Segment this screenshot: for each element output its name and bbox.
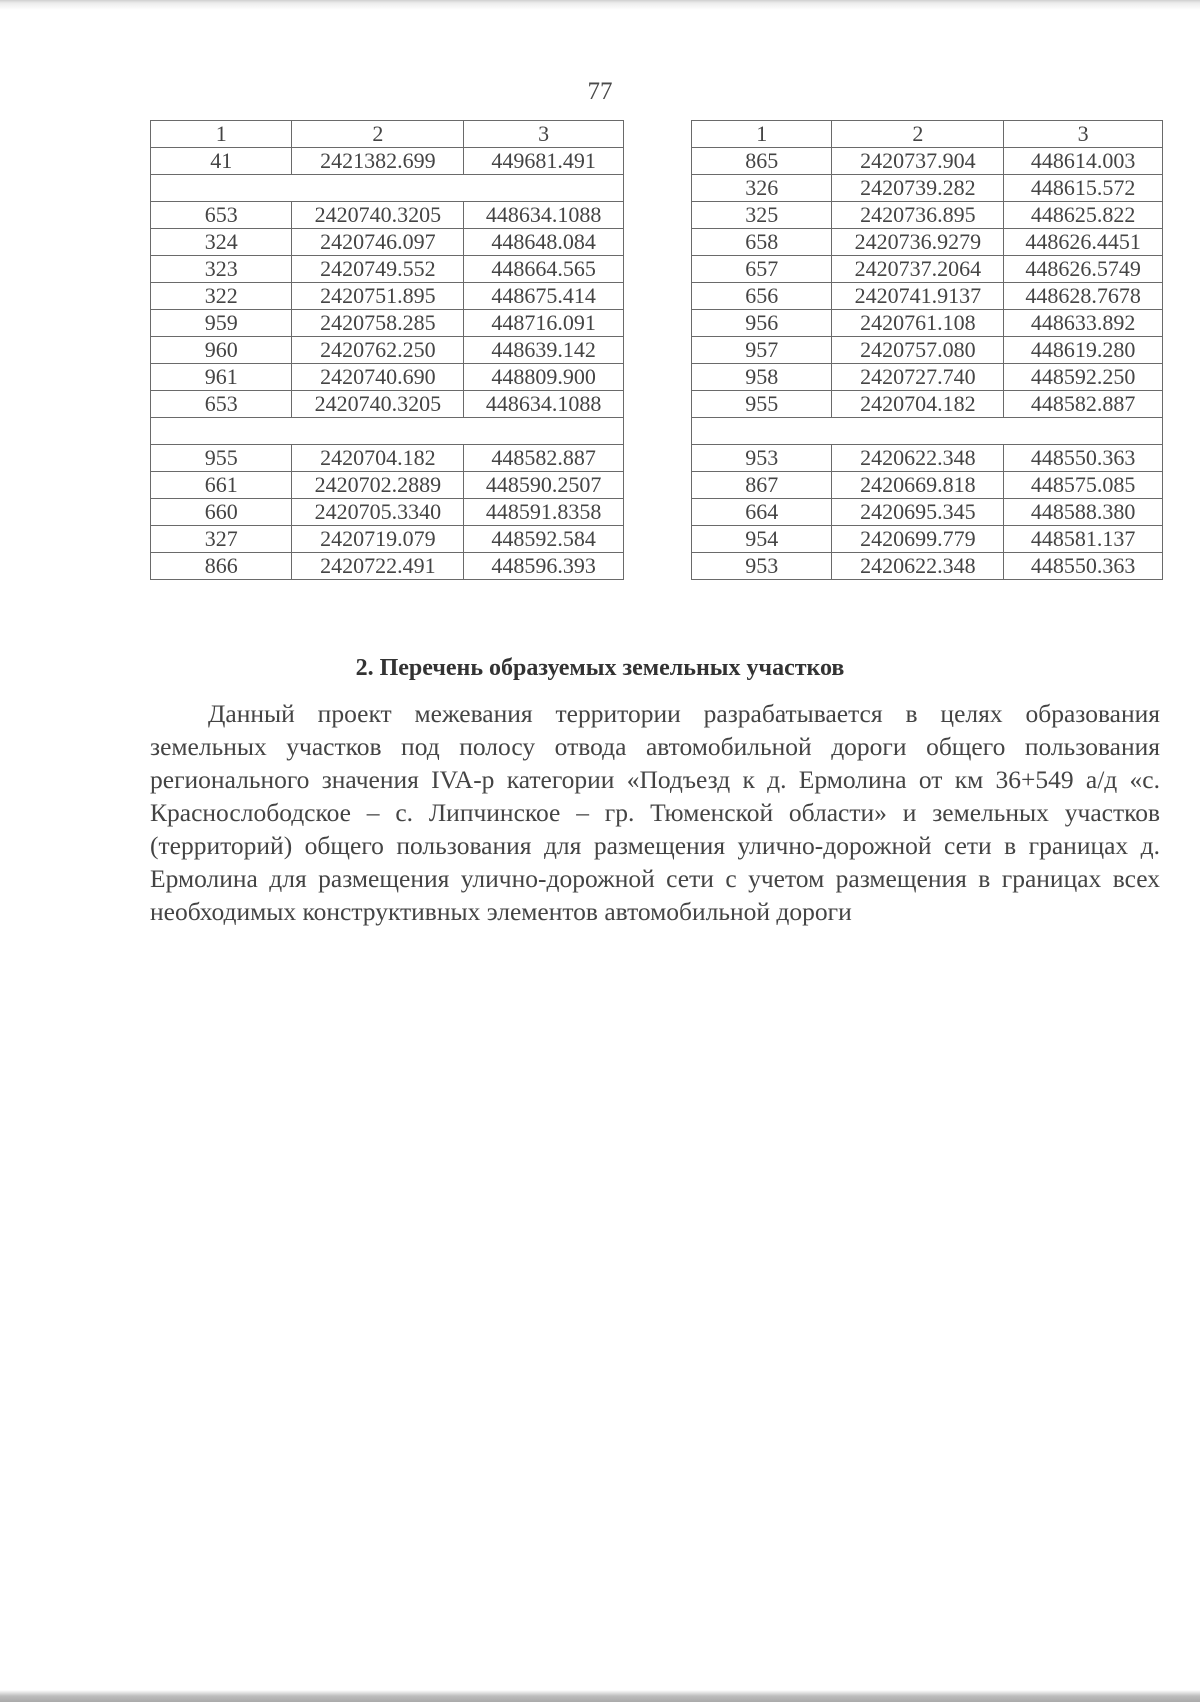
y-coordinate-cell: 448550.363 [1004,445,1163,472]
table-row [692,499,1163,526]
x-coordinate-cell: 2420741.9137 [832,283,1004,310]
table-row [151,391,624,418]
column-header: 1 [692,121,832,148]
y-coordinate-cell: 448575.085 [1004,472,1163,499]
x-coordinate-cell: 2420761.108 [832,310,1004,337]
y-coordinate-cell: 448639.142 [464,337,624,364]
x-coordinate-cell: 2420736.9279 [832,229,1004,256]
table-row [151,499,624,526]
x-coordinate-cell: 2420740.3205 [292,202,464,229]
table-header-row [692,121,1163,148]
section-title: 2. Перечень образуемых земельных участков [355,655,845,681]
table-row [692,256,1163,283]
point-number-cell: 867 [692,472,832,499]
y-coordinate-cell: 448592.250 [1004,364,1163,391]
separator-cell [151,418,624,445]
y-coordinate-cell: 448614.003 [1004,148,1163,175]
point-number-cell: 326 [692,175,832,202]
x-coordinate-cell: 2420737.2064 [832,256,1004,283]
point-number-cell: 660 [151,499,292,526]
table-body [692,121,1163,580]
x-coordinate-cell: 2420719.079 [292,526,464,553]
table-header-row [151,121,624,148]
table-row [151,337,624,364]
point-number-cell: 41 [151,148,292,175]
x-coordinate-cell: 2420757.080 [832,337,1004,364]
x-coordinate-cell: 2420740.690 [292,364,464,391]
x-coordinate-cell: 2420622.348 [832,553,1004,580]
y-coordinate-cell: 448591.8358 [464,499,624,526]
y-coordinate-cell: 448550.363 [1004,553,1163,580]
table-row [151,310,624,337]
table-row [692,148,1163,175]
y-coordinate-cell: 448716.091 [464,310,624,337]
point-number-cell: 656 [692,283,832,310]
y-coordinate-cell: 448633.892 [1004,310,1163,337]
x-coordinate-cell: 2420622.348 [832,445,1004,472]
y-coordinate-cell: 448582.887 [1004,391,1163,418]
x-coordinate-cell: 2420702.2889 [292,472,464,499]
table-separator-row [151,175,624,202]
point-number-cell: 658 [692,229,832,256]
table-row [692,472,1163,499]
x-coordinate-cell: 2420727.740 [832,364,1004,391]
point-number-cell: 653 [151,391,292,418]
page-number: 77 [587,78,613,105]
table-row [151,526,624,553]
x-coordinate-cell: 2420737.904 [832,148,1004,175]
table-row [692,202,1163,229]
point-number-cell: 958 [692,364,832,391]
table-row [151,364,624,391]
y-coordinate-cell: 448581.137 [1004,526,1163,553]
table-separator-row [151,418,624,445]
y-coordinate-cell: 448675.414 [464,283,624,310]
point-number-cell: 953 [692,445,832,472]
x-coordinate-cell: 2420704.182 [832,391,1004,418]
x-coordinate-cell: 2420669.818 [832,472,1004,499]
x-coordinate-cell: 2420722.491 [292,553,464,580]
point-number-cell: 324 [151,229,292,256]
table-row [151,229,624,256]
y-coordinate-cell: 448582.887 [464,445,624,472]
point-number-cell: 327 [151,526,292,553]
table-row [151,148,624,175]
table-row [151,553,624,580]
column-header: 2 [292,121,464,148]
y-coordinate-cell: 449681.491 [464,148,624,175]
table-row [151,472,624,499]
table-row [692,364,1163,391]
y-coordinate-cell: 448648.084 [464,229,624,256]
point-number-cell: 955 [151,445,292,472]
point-number-cell: 955 [692,391,832,418]
x-coordinate-cell: 2421382.699 [292,148,464,175]
column-header: 3 [1004,121,1163,148]
x-coordinate-cell: 2420704.182 [292,445,464,472]
point-number-cell: 661 [151,472,292,499]
table-row [692,553,1163,580]
scan-edge-top [0,0,1200,10]
point-number-cell: 960 [151,337,292,364]
y-coordinate-cell: 448626.4451 [1004,229,1163,256]
point-number-cell: 322 [151,283,292,310]
point-number-cell: 865 [692,148,832,175]
column-header: 3 [464,121,624,148]
y-coordinate-cell: 448634.1088 [464,202,624,229]
y-coordinate-cell: 448588.380 [1004,499,1163,526]
x-coordinate-cell: 2420740.3205 [292,391,464,418]
table-row [692,391,1163,418]
point-number-cell: 325 [692,202,832,229]
table-row [692,283,1163,310]
table-row [692,337,1163,364]
y-coordinate-cell: 448626.5749 [1004,256,1163,283]
table-body [151,121,624,580]
table-row [151,256,624,283]
x-coordinate-cell: 2420751.895 [292,283,464,310]
coordinates-table-left [150,120,624,580]
x-coordinate-cell: 2420762.250 [292,337,464,364]
y-coordinate-cell: 448619.280 [1004,337,1163,364]
table-row [151,202,624,229]
y-coordinate-cell: 448596.393 [464,553,624,580]
x-coordinate-cell: 2420695.345 [832,499,1004,526]
column-header: 2 [832,121,1004,148]
x-coordinate-cell: 2420699.779 [832,526,1004,553]
y-coordinate-cell: 448615.572 [1004,175,1163,202]
table-row [692,175,1163,202]
point-number-cell: 954 [692,526,832,553]
y-coordinate-cell: 448592.584 [464,526,624,553]
scan-edge-bottom [0,1690,1200,1702]
y-coordinate-cell: 448628.7678 [1004,283,1163,310]
point-number-cell: 961 [151,364,292,391]
table-row [151,445,624,472]
table-row [692,310,1163,337]
y-coordinate-cell: 448590.2507 [464,472,624,499]
point-number-cell: 956 [692,310,832,337]
point-number-cell: 866 [151,553,292,580]
point-number-cell: 959 [151,310,292,337]
y-coordinate-cell: 448664.565 [464,256,624,283]
separator-cell [692,418,1163,445]
x-coordinate-cell: 2420746.097 [292,229,464,256]
point-number-cell: 953 [692,553,832,580]
point-number-cell: 657 [692,256,832,283]
point-number-cell: 323 [151,256,292,283]
y-coordinate-cell: 448625.822 [1004,202,1163,229]
section-paragraph: Данный проект межевания территории разрабатывается в целях образования земельных участков под полосу отвода автомобильной дороги общего пользования регионального значения IVA-р категории «Подъезд к д. Ермолина от км 36+549 а/д «с. Краснослободское – с. Липчинское – гр. Тюменской области» и земельных участков (территорий) общего пользования для размещения улично-дорожной сети в границах д. Ермолина для размещения улично-дорожной сети с учетом размещения в границах всех необходимых конструктивных элементов автомобильной дороги [150,699,1160,926]
table-row [151,283,624,310]
table-row [692,229,1163,256]
x-coordinate-cell: 2420705.3340 [292,499,464,526]
point-number-cell: 957 [692,337,832,364]
table-row [692,526,1163,553]
y-coordinate-cell: 448809.900 [464,364,624,391]
separator-cell [151,175,624,202]
column-header: 1 [151,121,292,148]
table-row [692,445,1163,472]
x-coordinate-cell: 2420749.552 [292,256,464,283]
x-coordinate-cell: 2420739.282 [832,175,1004,202]
y-coordinate-cell: 448634.1088 [464,391,624,418]
coordinates-table-right [691,120,1163,580]
x-coordinate-cell: 2420736.895 [832,202,1004,229]
point-number-cell: 653 [151,202,292,229]
table-separator-row [692,418,1163,445]
point-number-cell: 664 [692,499,832,526]
x-coordinate-cell: 2420758.285 [292,310,464,337]
